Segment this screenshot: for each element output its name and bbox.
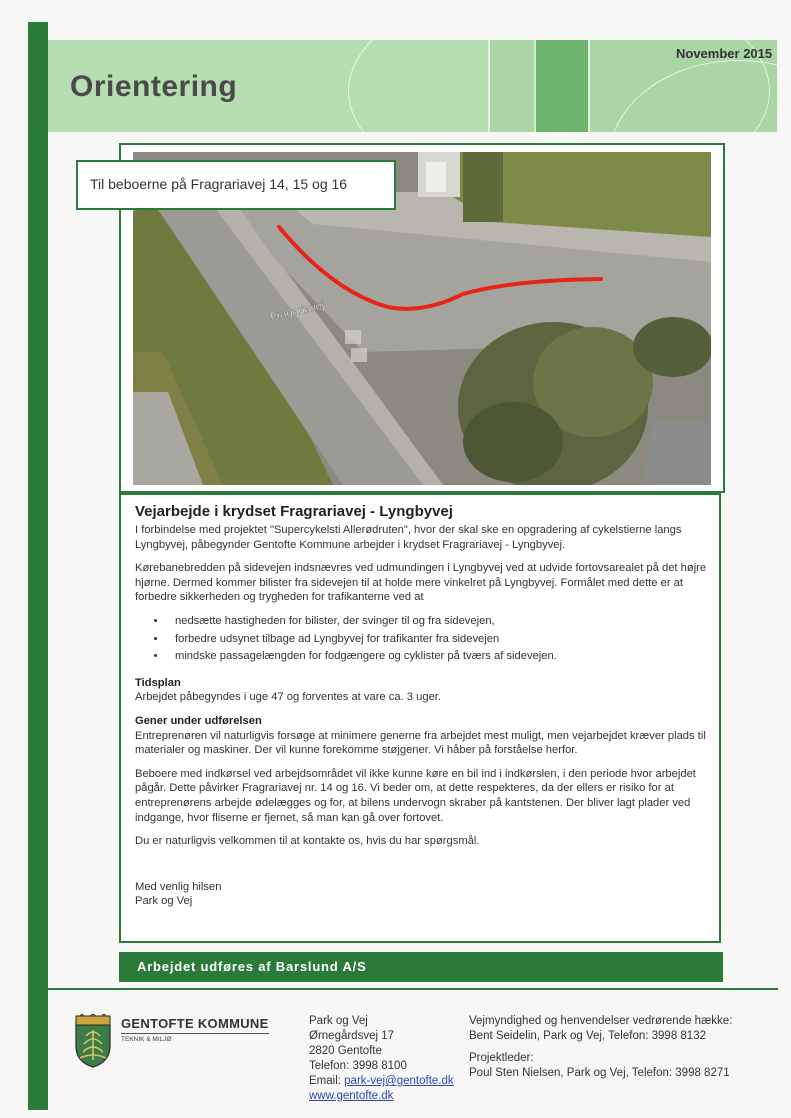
email-link[interactable]: park-vej@gentofte.dk: [344, 1075, 454, 1087]
section-heading-gener: Gener under udførelsen: [135, 714, 262, 727]
article-intro: I forbindelse med projektet "Supercykelsti Allerødruten", hvor der skal ske en opgradering af cykelstierne langs Lyngbyvej, påbegynder Gentofte Kommune arbejder i krydset Fragrariavej - Lyngbyvej.: [135, 524, 682, 551]
tidsplan-text: Arbejdet påbegyndes i uge 47 og forventes at vare ca. 3 uger.: [135, 691, 442, 704]
closing-greeting: Med venlig hilsen: [135, 880, 222, 893]
org-department: TEKNIK & MILJØ: [121, 1036, 172, 1043]
goals-list: [135, 614, 707, 664]
phone-number: Telefon: 3998 8100: [309, 1060, 407, 1072]
organization-name: [121, 1016, 269, 1043]
list-item: • mindske passagelængden for fodgængere og cyklister på tværs af sidevejen.: [167, 649, 707, 664]
address-line: Ørnegårdsvej 17: [309, 1030, 395, 1042]
website-link[interactable]: www.gentofte.dk: [309, 1090, 394, 1102]
address-line: 2820 Gentofte: [309, 1045, 382, 1057]
gener-text: Entreprenøren vil naturligvis forsøge at minimere generne fra arbejdet mest muligt, men vejarbejdet kræver plads til materialer og maskiner. Der vil kunne forekomme støjgener. Vi håber på forståelse herfor.: [135, 729, 706, 757]
page-title: Orientering: [70, 70, 238, 103]
footer-contacts: [469, 1014, 732, 1081]
kontakt-text: Du er naturligvis velkommen til at kontakte os, hvis du har spørgsmål.: [135, 835, 480, 848]
footer-address: [309, 1014, 454, 1104]
address-line: Park og Vej: [309, 1015, 368, 1027]
list-item: • forbedre udsynet tilbage ad Lyngbyvej for trafikanter fra sidevejen: [167, 632, 707, 647]
article-paragraph: Kørebanebredden på sidevejen indsnævres ved udmundingen i Lyngbyvej ved at udvide fortovsarealet på det højre hjørne. Dermed kommer bilister fra sidevejen til at holde mere vinkelret på Lyngbyvej. Formålet med dette er at forbedre sikkerheden og trygheden for trafikanterne ved at: [135, 562, 707, 604]
addressee-box: Til beboerne på Fragrariavej 14, 15 og 16: [76, 160, 396, 210]
contact-person: Poul Sten Nielsen, Park og Vej, Telefon: 3998 8271: [469, 1067, 730, 1079]
contact-person: Bent Seidelin, Park og Vej, Telefon: 3998 8132: [469, 1030, 706, 1042]
email-label: Email:: [309, 1075, 345, 1087]
org-name: GENTOFTE KOMMUNE: [121, 1016, 269, 1034]
email-row: [309, 1074, 454, 1089]
gentofte-crest-icon: [74, 1014, 112, 1073]
left-green-stripe: [28, 22, 48, 1110]
list-item: • nedsætte hastigheden for bilister, der svinger til og fra sidevejen,: [167, 614, 707, 629]
article-box: [119, 493, 721, 943]
beboere-text: Beboere med indkørsel ved arbejdsområdet vil ikke kunne køre en bil ind i indkørslen, i den periode hvor arbejdet pågår. Dette påvirker Fragrariavej nr. 14 og 16. Vi beder om, at dette respekteres, da der ellers er risiko for at entreprenørens arbejde ødelægges og for, at bilens undervogn skraber på kantstenen. Der bliver lagt plader ved indgange, hvor fliserne er fjernet, så man kan gå over fortovet.: [135, 767, 696, 824]
article-heading: Vejarbejde i krydset Fragrariavej - Lyngbyvej: [135, 503, 453, 520]
section-heading-tidsplan: Tidsplan: [135, 676, 181, 689]
signature: Park og Vej: [135, 895, 193, 908]
issue-date: November 2015: [676, 46, 773, 61]
contact-heading: Vejmyndighed og henvendelser vedrørende hække:: [469, 1015, 733, 1027]
street-label: Fragariavej: [269, 299, 326, 323]
contact-heading: Projektleder:: [469, 1052, 534, 1064]
contractor-bar: Arbejdet udføres af Barslund A/S: [119, 952, 723, 982]
footer-divider: [48, 988, 778, 990]
